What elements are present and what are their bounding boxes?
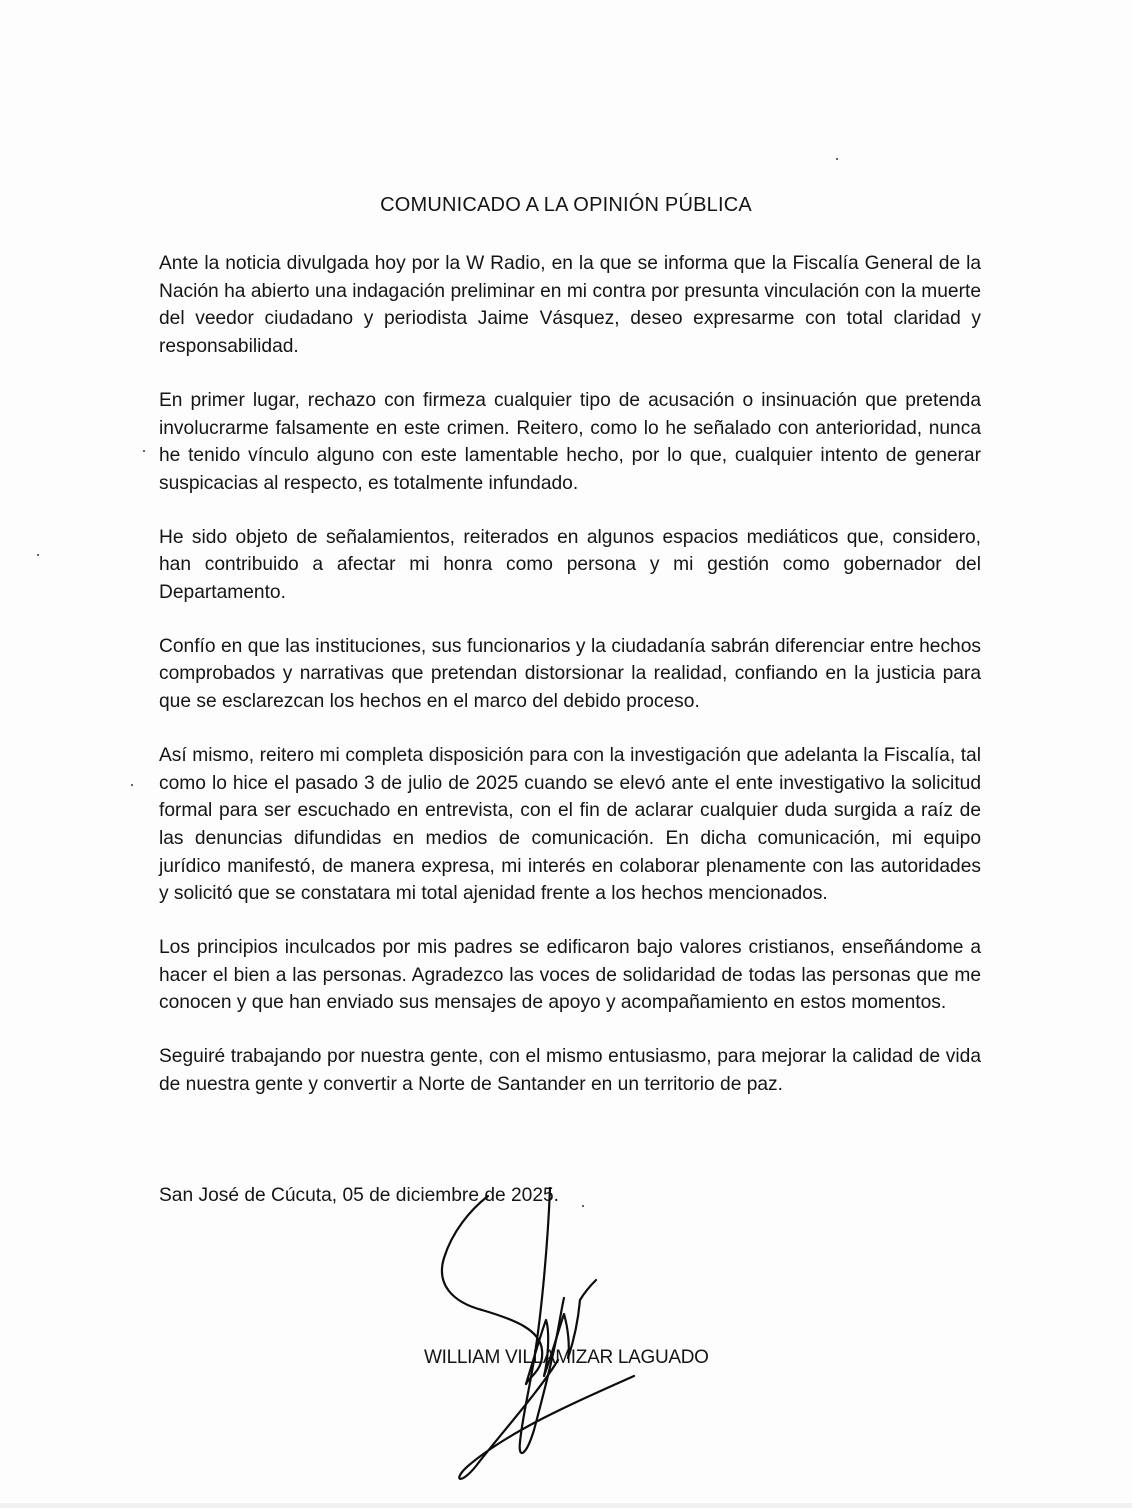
scan-speck bbox=[836, 158, 838, 160]
signature-stroke-tail bbox=[459, 1360, 634, 1479]
document-body bbox=[159, 250, 981, 1125]
paragraph-5: Así mismo, reitero mi completa disposición para con la investigación que adelanta la Fiscalía, tal como lo hice el pasado 3 de julio de 2025 cuando se elevó ante el ente investigativo la solicitud formal para ser escuchado en entrevista, con el fin de aclarar cualquier duda surgida a raíz de las denuncias difundidas en medios de comunicación. En dicha comunicación, mi equipo jurídico manifestó, de manera expresa, mi interés en colaborar plenamente con las autoridades y solicitó que se constatara mi total ajenidad frente a los hechos mencionados. bbox=[159, 744, 981, 905]
paragraph-7: Seguiré trabajando por nuestra gente, con el mismo entusiasmo, para mejorar la calidad de vida de nuestra gente y convertir a Norte de Santander en un territorio de paz. bbox=[159, 1046, 981, 1095]
scan-speck bbox=[143, 450, 145, 452]
document-title: COMUNICADO A LA OPINIÓN PÚBLICA bbox=[380, 194, 752, 216]
scan-bottom-edge bbox=[0, 1503, 1132, 1508]
scan-speck bbox=[131, 784, 133, 786]
paragraph-2: En primer lugar, rechazo con firmeza cualquier tipo de acusación o insinuación que pretenda involucrarme falsamente en este crimen. Reitero, como lo he señalado con anterioridad, nunca he tenido vínculo alguno con este lamentable hecho, por lo que, cualquier intento de generar suspicacias al respecto, es totalmente infundado. bbox=[159, 389, 981, 494]
signature-stroke-main bbox=[520, 1188, 564, 1453]
paragraph-1: Ante la noticia divulgada hoy por la W Radio, en la que se informa que la Fiscalía General de la Nación ha abierto una indagación preliminar en mi contra por presunta vinculación con la muerte del veedor ciudadano y periodista Jaime Vásquez, deseo expresarme con total claridad y responsabilidad. bbox=[159, 253, 981, 358]
paragraph-4: Confío en que las instituciones, sus funcionarios y la ciudadanía sabrán diferenciar entre hechos comprobados y narrativas que pretendan distorsionar la realidad, confiando en la justicia para que se esclarezcan los hechos en el marco del debido proceso. bbox=[159, 635, 981, 713]
handwritten-signature bbox=[430, 1180, 730, 1490]
scan-speck bbox=[37, 554, 39, 556]
paragraph-6: Los principios inculcados por mis padres se edificaron bajo valores cristianos, enseñándome a hacer el bien a las personas. Agradezco las voces de solidaridad de todas las personas que me conocen y que han enviado sus mensajes de apoyo y acompañamiento en estos momentos. bbox=[159, 937, 981, 1014]
date-line: San José de Cúcuta, 05 de diciembre de 2025. bbox=[159, 1185, 560, 1206]
signatory-name: WILLIAM VILLAMIZAR LAGUADO bbox=[424, 1347, 709, 1368]
paragraph-3: He sido objeto de señalamientos, reiterados en algunos espacios mediáticos que, considero, han contribuido a afectar mi honra como persona y mi gestión como gobernador del Departamento. bbox=[159, 526, 981, 604]
signature-stroke-zigzag bbox=[526, 1300, 580, 1384]
scan-speck bbox=[582, 1205, 584, 1207]
signature-stroke-hook bbox=[580, 1280, 596, 1300]
